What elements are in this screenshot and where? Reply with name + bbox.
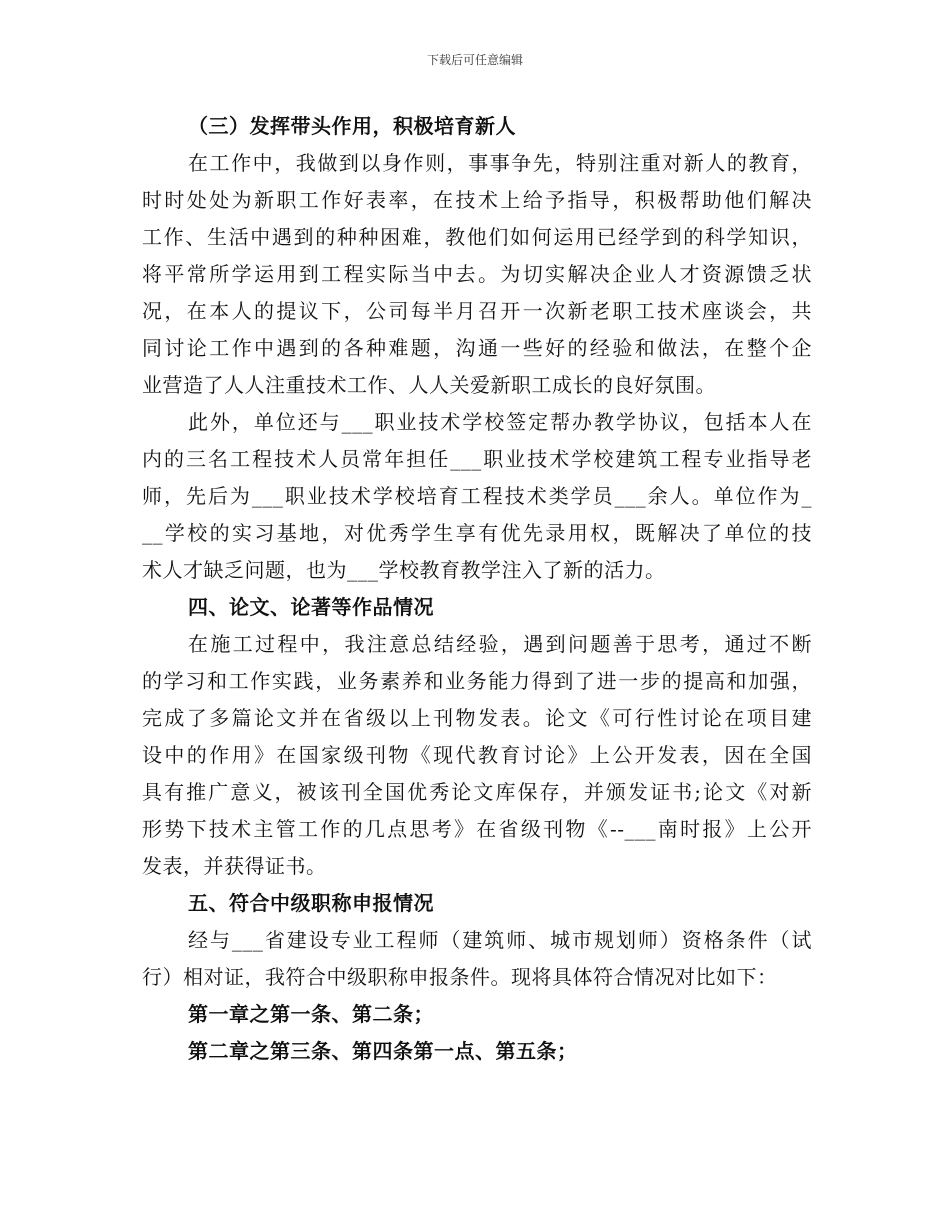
paragraph-line: 发表，并获得证书。: [142, 854, 327, 878]
paragraph-line: 具有推广意义，被该刊全国优秀论文库保存，并颁发证书;论文《对新: [142, 780, 812, 804]
paragraph-line: 经与___省建设专业工程师（建筑师、城市规划师）资格条件（试: [188, 928, 812, 952]
paragraph-line: 师，先后为___职业技术学校培育工程技术类学员___余人。单位作为_: [142, 484, 812, 508]
paragraph-line: 在工作中，我做到以身作则，事事争先，特别注重对新人的教育，: [188, 151, 812, 175]
paragraph-line: 术人才缺乏问题，也为___学校教育教学注入了新的活力。: [142, 558, 666, 582]
paragraph-line: 在施工过程中，我注意总结经验，遇到问题善于思考，通过不断: [188, 632, 812, 656]
paragraph-line: 形势下技术主管工作的几点思考》在省级刊物《--___南时报》上公开: [142, 817, 812, 841]
paragraph-line: 内的三名工程技术人员常年担任___职业技术学校建筑工程专业指导老: [142, 447, 812, 471]
page-header: 下载后可任意编辑: [426, 53, 523, 67]
paragraph-line: 的学习和工作实践，业务素养和业务能力得到了进一步的提高和加强，: [142, 669, 812, 693]
paragraph-line: 将平常所学运用到工程实际当中去。为切实解决企业人才资源馈乏状: [142, 262, 812, 286]
paragraph-line: 此外，单位还与___职业技术学校签定帮办教学协议，包括本人在: [188, 410, 812, 434]
paragraph-line: 时时处处为新职工作好表率，在技术上给予指导，积极帮助他们解决: [142, 188, 812, 212]
paragraph-line: 工作、生活中遇到的种种困难，教他们如何运用已经学到的科学知识，: [142, 225, 812, 249]
document-body: [142, 108, 812, 1070]
paragraph-line: __学校的实习基地，对优秀学生享有优先录用权，既解决了单位的技: [142, 521, 812, 545]
paragraph-line: 行）相对证，我符合中级职称申报条件。现将具体符合情况对比如下：: [142, 965, 778, 989]
section-heading-5: 五、符合中级职称申报情况: [188, 891, 434, 915]
section-heading-4: 四、论文、论著等作品情况: [188, 595, 434, 619]
clause-item: 第二章之第三条、第四条第一点、第五条；: [188, 1039, 578, 1063]
paragraph-line: 业营造了人人注重技术工作、人人关爱新职工成长的良好氛围。: [142, 373, 716, 397]
paragraph-line: 完成了多篇论文并在省级以上刊物发表。论文《可行性讨论在项目建: [142, 706, 812, 730]
paragraph-line: 设中的作用》在国家级刊物《现代教育讨论》上公开发表，因在全国: [142, 743, 812, 767]
paragraph-line: 况，在本人的提议下，公司每半月召开一次新老职工技术座谈会，共: [142, 299, 812, 323]
clause-item: 第一章之第一条、第二条；: [188, 1002, 434, 1026]
paragraph-line: 同讨论工作中遇到的各种难题，沟通一些好的经验和做法，在整个企: [142, 336, 812, 360]
section-heading-3: （三）发挥带头作用，积极培育新人: [188, 114, 516, 138]
